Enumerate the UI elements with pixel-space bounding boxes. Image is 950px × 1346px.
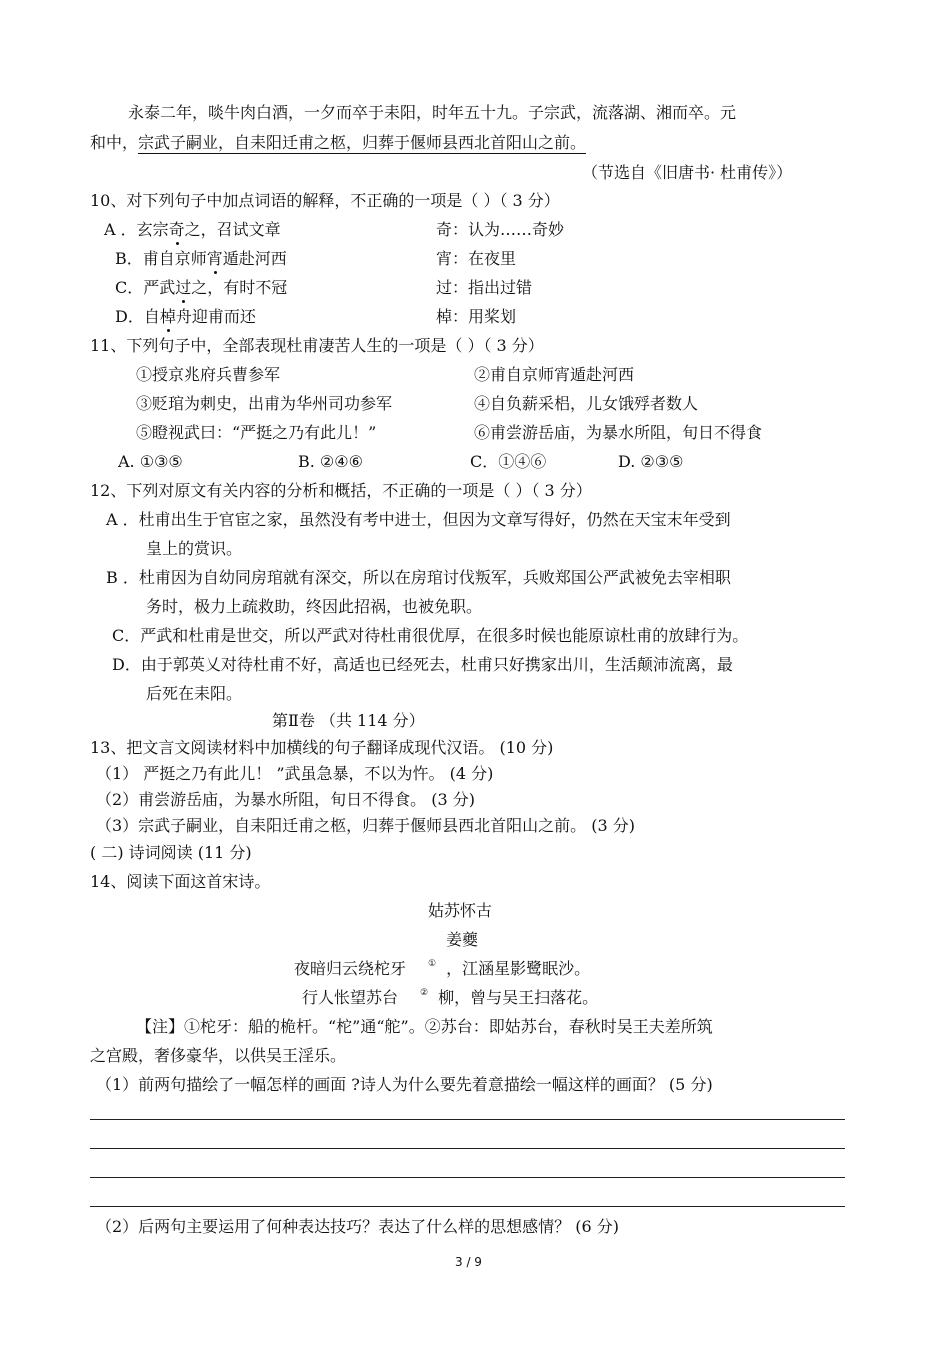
q12-option-a-line-1: A ．杜甫出生于官宦之家，虽然没有考中进士，但因为文章写得好，仍然在天宝末年受到 [106, 510, 731, 529]
underlined-sentence-part-1: 宗武子嗣业，自耒阳 [138, 133, 283, 152]
passage-source: （节选自《旧唐书· 杜甫传》） [582, 163, 793, 182]
underlined-sentence-part-2: 迁甫之柩，归葬于偃师县西北首阳山之前。 [282, 133, 587, 152]
q14-stem: 14、阅读下面这首宋诗。 [90, 872, 271, 891]
q13-sentence-1: （1） 严挺之乃有此儿！ ”武虽急暴，不以为忤。 (4 分) [96, 764, 494, 783]
footnote-marker-2: ② [420, 988, 429, 998]
answer-line-3[interactable] [90, 1177, 845, 1178]
section-poetry-heading: ( 二) 诗词阅读 (11 分) [90, 843, 252, 862]
q12-option-b-line-2: 务时，极力上疏救助，终因此招祸，也被免职。 [146, 597, 483, 616]
q11-choice-d: D. ②③⑤ [618, 452, 684, 471]
q11-item-5: ⑤瞪视武曰：“严挺之乃有此儿！” [136, 423, 377, 442]
q11-item-4: ④自负薪采梠，儿女饿殍者数人 [474, 394, 699, 413]
q12-stem: 12、下列对原文有关内容的分析和概括，不正确的一项是（ ）（ 3 分） [90, 481, 592, 500]
passage-line-2: 和中，宗武子嗣业，自耒阳迁甫之柩，归葬于偃师县西北首阳山之前。 [90, 133, 587, 152]
q12-option-c: C．严武和杜甫是世交，所以严武对待杜甫很优厚，在很多时候也能原谅杜甫的放肆行为。 [112, 626, 749, 645]
q11-item-3: ③贬琯为刺史，出甫为华州司功参军 [136, 394, 393, 413]
poem-note-line-1: 【注】①柁牙：船的桅杆。“柁”通“舵”。②苏台：即姑苏台，春秋时吴王夫差所筑 [136, 1017, 713, 1036]
q10-gloss-c: 过：指出过错 [436, 278, 533, 297]
q10-option-b: B．甫自京师宵遁赴河西 [115, 249, 287, 268]
passage-line-1: 永泰二年，啖牛肉白酒，一夕而卒于耒阳，时年五十九。子宗武，流落湖、湘而卒。元 [128, 103, 737, 122]
q14-subquestion-2: （2）后两句主要运用了何种表达技巧？表达了什么样的思想感情？ (6 分) [96, 1217, 620, 1236]
q12-option-a-line-2: 皇上的赏识。 [146, 539, 243, 558]
q13-sentence-2: （2）甫尝游岳庙，为暴水所阻，旬日不得食。 (3 分) [96, 790, 476, 809]
q11-choice-b: B. ②④⑥ [298, 452, 363, 471]
q11-choice-c: C．①④⑥ [470, 452, 547, 471]
q10-gloss-a: 奇：认为……奇妙 [436, 220, 565, 239]
answer-line-2[interactable] [90, 1148, 845, 1149]
q12-option-d-line-1: D．由于郭英乂对待杜甫不好，高适也已经死去，杜甫只好携家出川，生活颠沛流离，最 [112, 655, 733, 674]
q10-option-c: C．严武过之，有时不冠 [115, 278, 288, 297]
q11-item-1: ①授京兆府兵曹参军 [136, 365, 281, 384]
poem-note-line-2: 之宫殿，奢侈豪华，以供吴王淫乐。 [90, 1046, 347, 1065]
poem-line-1: 夜暗归云绕柁牙 ① ，江涵星影鹭眠沙。 [294, 959, 591, 978]
poem-line-2: 行人怅望苏台 ② 柳，曾与吴王扫落花。 [302, 988, 599, 1007]
answer-line-1[interactable] [90, 1119, 845, 1120]
q13-stem: 13、把文言文阅读材料中加横线的句子翻译成现代汉语。 (10 分) [90, 738, 554, 757]
footnote-marker-1: ① [428, 959, 437, 969]
q10-gloss-d: 棹：用桨划 [436, 307, 517, 326]
q11-item-2: ②甫自京师宵遁赴河西 [474, 365, 635, 384]
q10-stem: 10、对下列句子中加点词语的解释，不正确的一项是（ ）（ 3 分） [90, 191, 560, 210]
poem-author: 姜夔 [446, 930, 479, 949]
q10-option-a: A ．玄宗奇之，召试文章 [104, 220, 281, 239]
q11-stem: 11、下列句子中，全部表现杜甫凄苦人生的一项是（ ）（ 3 分） [90, 336, 544, 355]
q14-subquestion-1: （1）前两句描绘了一幅怎样的画面 ?诗人为什么要先着意描绘一幅这样的画面？ (5 分) [96, 1075, 713, 1094]
q10-gloss-b: 宵：在夜里 [436, 249, 517, 268]
part-2-heading: 第Ⅱ卷 （共 114 分） [272, 711, 425, 730]
q12-option-b-line-1: B ．杜甫因为自幼同房琯就有深交，所以在房琯讨伐叛军，兵败郑国公严武被免去宰相职 [106, 568, 731, 587]
answer-line-4[interactable] [90, 1206, 845, 1207]
q12-option-d-line-2: 后死在耒阳。 [146, 684, 243, 703]
page-number: 3 / 9 [455, 1255, 482, 1269]
q10-option-d: D．自棹舟迎甫而还 [115, 307, 256, 326]
q11-item-6: ⑥甫尝游岳庙，为暴水所阻，旬日不得食 [474, 423, 763, 442]
q13-sentence-3: （3）宗武子嗣业，自耒阳迁甫之柩，归葬于偃师县西北首阳山之前。 (3 分) [96, 816, 636, 835]
poem-title: 姑苏怀古 [428, 901, 493, 920]
q11-choice-a: A. ①③⑤ [118, 452, 183, 471]
